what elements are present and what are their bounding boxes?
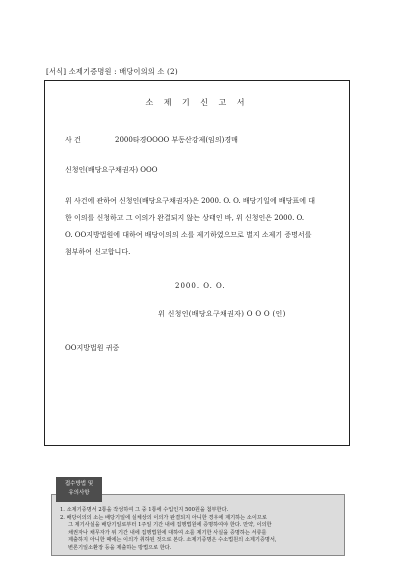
body-line: 첨부하여 신고합니다. <box>65 248 131 256</box>
filing-date: 2000. O. O. <box>175 282 226 290</box>
note-line: 그 제기사실을 배당기일로부터 1주일 기간 내에 집행법원에 증명하여야 한다. 만약, 이의한 <box>68 522 272 529</box>
form-title: 소 제 기 신 고 서 <box>145 98 249 107</box>
case-value: 2000타경OOOO 부동산강제(임의)경매 <box>115 136 238 144</box>
case-label: 사 건 <box>65 136 81 144</box>
note-line: 1. 소제기증명서 2통을 작성하여 그 중 1통에 수입인지 500원을 첨부한다. <box>60 507 229 513</box>
form-category-heading: [서식] 소제기증명원 : 배당이의의 소 (2) <box>46 67 178 76</box>
body-line: O. OO지방법원에 대하여 배당이의의 소를 제기하였으므로 별지 소제기 증명서를 <box>65 231 312 239</box>
note-line: 채권자나 채무자가 위 기간 내에 집행법원에 대하여 소를 제기한 사실을 증명하는 서류를 <box>68 529 267 536</box>
body-line: 위 사건에 관하여 신청인(배당요구채권자)은 2000. O. O. 배당기일에 배당표에 대 <box>65 197 315 205</box>
filing-notes-box <box>51 494 345 556</box>
note-line: 2. 배당이의의 소는 배당기일에 실체상의 이의가 완결되지 아니한 경우에 제기하는 소이므로 <box>60 514 267 521</box>
note-line: 제출하지 아니한 때에는 이의가 취하된 것으로 본다. 소제기증명은 수소법원의 소제기증명서, <box>68 537 277 544</box>
applicant-signature: 위 신청인(배당요구채권자) O O O (인) <box>158 310 286 318</box>
addressee-court: OO지방법원 귀중 <box>65 344 120 352</box>
notes-tab-label <box>56 477 102 502</box>
notes-tab-line: 접수방법 및 <box>64 481 94 487</box>
applicant-line: 신청인(배당요구채권자) OOO <box>65 166 158 174</box>
report-form <box>44 80 350 446</box>
report-body <box>65 193 335 261</box>
body-line: 한 이의를 신청하고 그 이의가 완결되지 않는 상태인 바, 위 신청인은 2000. O. <box>65 214 305 222</box>
note-line: 변론기일소환장 등을 제출하는 방법으로 한다. <box>68 544 172 551</box>
notes-list <box>60 507 340 553</box>
notes-tab-line: 유의사항 <box>68 490 90 496</box>
